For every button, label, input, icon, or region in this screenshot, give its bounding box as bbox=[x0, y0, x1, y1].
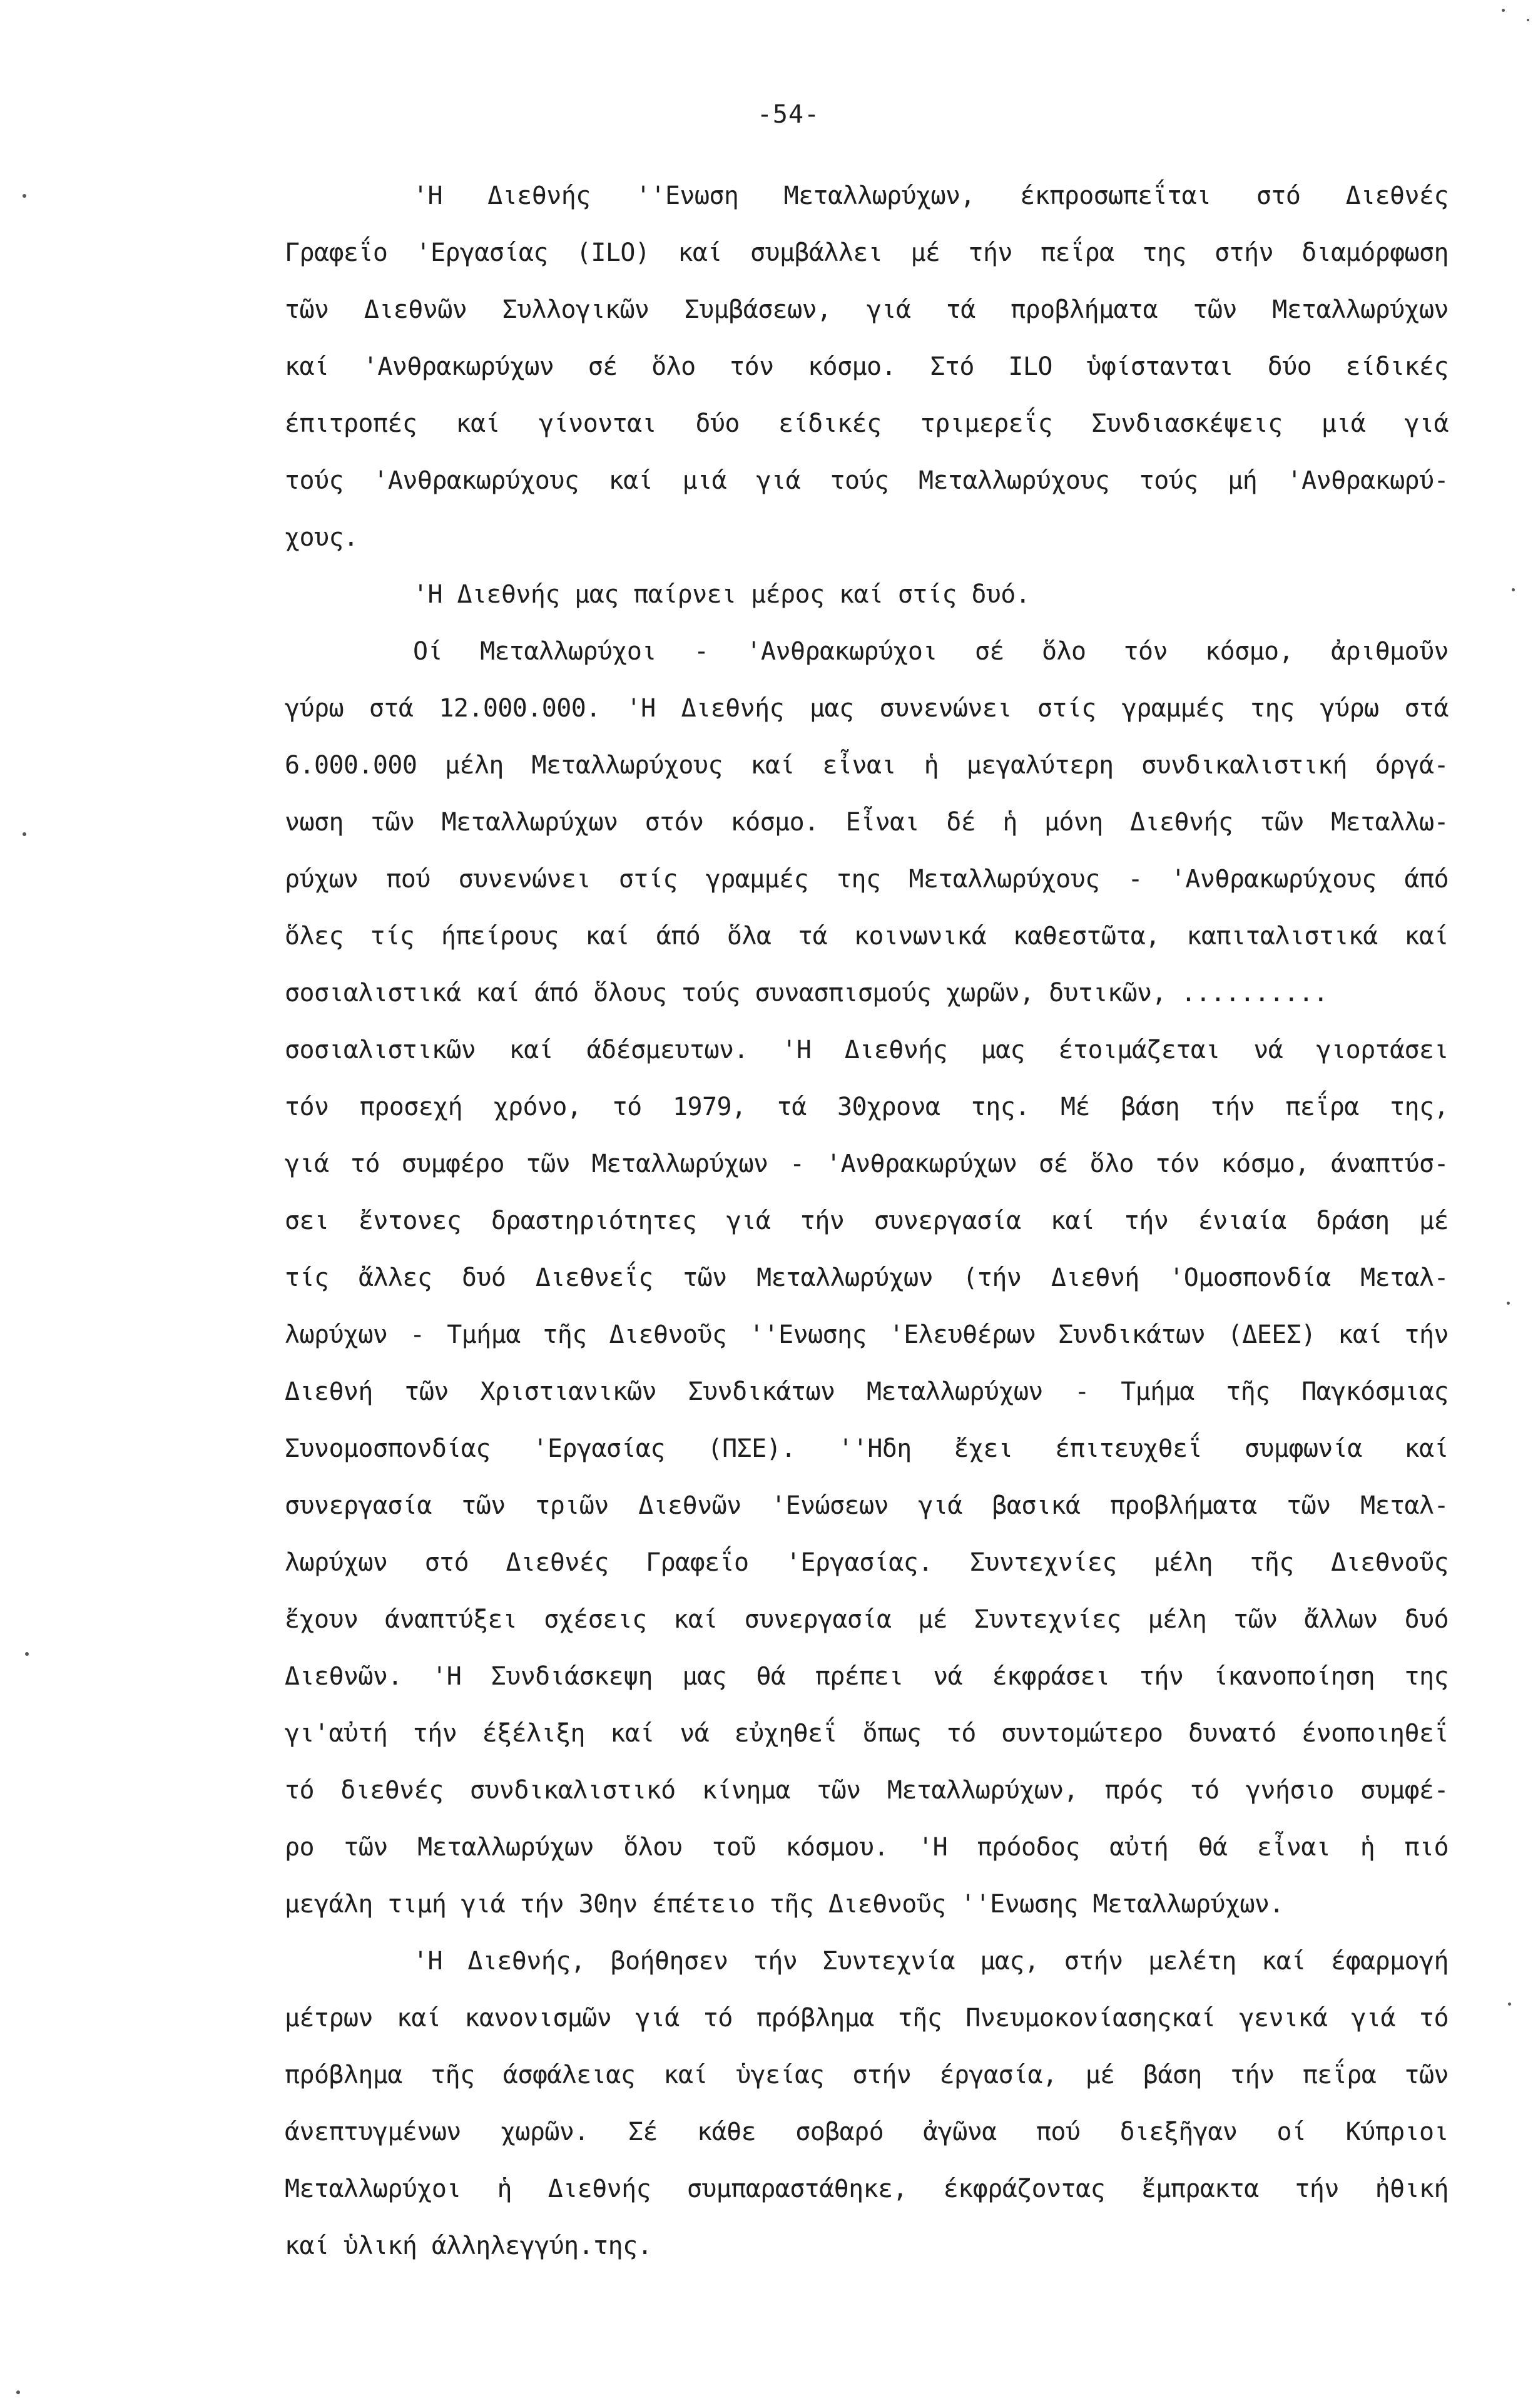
text-line: τῶν Διεθνῶν Συλλογικῶν Συμβάσεων, γιά τά προβλήματα τῶν Μεταλλωρύχων bbox=[285, 295, 1449, 324]
text-line: έπιτροπές καί γίνονται δύο είδικές τριμερεΐς Συνδιασκέψεις μιά γιά bbox=[285, 409, 1449, 438]
text-line: σοσιαλιστικά καί άπό ὅλους τούς συνασπισμούς χωρῶν, δυτικῶν, .......... bbox=[285, 979, 1328, 1008]
text-line: 'Η Διεθνής μας παίρνει μέρος καί στίς δυό. bbox=[413, 580, 1031, 609]
text-line: ὅλες τίς ήπείρους καί άπό ὅλα τά κοινωνικά καθεστῶτα, καπιταλιστικά καί bbox=[285, 922, 1449, 951]
text-line: ρύχων πού συνενώνει στίς γραμμές της Μεταλλωρύχους - 'Ανθρακωρύχους άπό bbox=[285, 865, 1449, 894]
text-line: 6.000.000 μέλη Μεταλλωρύχους καί εἶναι ἡ μεγαλύτερη συνδικαλιστική όργά- bbox=[285, 751, 1449, 780]
text-line: τίς ἄλλες δυό Διεθνεΐς τῶν Μεταλλωρύχων (τήν Διεθνή 'Ομοσπονδία Μεταλ- bbox=[285, 1263, 1449, 1292]
text-line: Διεθνή τῶν Χριστιανικῶν Συνδικάτων Μεταλλωρύχων - Τμήμα τῆς Παγκόσμιας bbox=[285, 1377, 1449, 1406]
paragraph-health-safety bbox=[285, 1933, 1449, 2275]
document-body bbox=[285, 168, 1449, 2275]
text-line: τούς 'Ανθρακωρύχους καί μιά γιά τούς Μεταλλωρύχους τούς μή 'Ανθρακωρύ- bbox=[285, 466, 1449, 495]
text-line: καί 'Ανθρακωρύχων σέ ὅλο τόν κόσμο. Στό ILO ὑφίστανται δύο είδικές bbox=[285, 352, 1449, 381]
text-line: σοσιαλιστικῶν καί άδέσμευτων. 'Η Διεθνής μας έτοιμάζεται νά γιορτάσει bbox=[285, 1036, 1449, 1064]
text-line: τό διεθνές συνδικαλιστικό κίνημα τῶν Μεταλλωρύχων, πρός τό γνήσιο συμφέ- bbox=[285, 1776, 1449, 1805]
scan-speck bbox=[23, 194, 26, 198]
text-line: γιά τό συμφέρο τῶν Μεταλλωρύχων - 'Ανθρακωρύχων σέ ὅλο τόν κόσμο, άναπτύσ- bbox=[285, 1150, 1449, 1178]
text-line: ἔχουν άναπτύξει σχέσεις καί συνεργασία μέ Συντεχνίες μέλη τῶν ἄλλων δυό bbox=[285, 1605, 1449, 1634]
text-line: Μεταλλωρύχοι ἡ Διεθνής συμπαραστάθηκε, έκφράζοντας ἔμπρακτα τήν ἠθική bbox=[285, 2175, 1449, 2203]
text-line: σει ἔντονες δραστηριότητες γιά τήν συνεργασία καί τήν ένιαία δράση μέ bbox=[285, 1207, 1449, 1235]
text-line: μέτρων καί κανονισμῶν γιά τό πρόβλημα τῆς Πνευμοκονίασηςκαί γενικά γιά τό bbox=[285, 2004, 1449, 2033]
text-line: άνεπτυγμένων χωρῶν. Σέ κάθε σοβαρό ἀγῶνα πού διεξῆγαν οί Κύπριοι bbox=[285, 2118, 1449, 2146]
text-line: γύρω στά 12.000.000. 'Η Διεθνής μας συνενώνει στίς γραμμές της γύρω στά bbox=[285, 694, 1449, 723]
scan-speck bbox=[1512, 588, 1515, 591]
text-line: μεγάλη τιμή γιά τήν 30ην έπέτειο τῆς Διεθνοῦς ''Ενωσης Μεταλλωρύχων. bbox=[285, 1890, 1284, 1919]
paragraph-ilo-representation bbox=[285, 168, 1449, 566]
paragraph-participation bbox=[285, 566, 1449, 623]
text-line: 'Η Διεθνής, βοήθησεν τήν Συντεχνία μας, στήν μελέτη καί έφαρμογή bbox=[413, 1947, 1449, 1976]
text-line: συνεργασία τῶν τριῶν Διεθνῶν 'Ενώσεων γιά βασικά προβλήματα τῶν Μεταλ- bbox=[285, 1491, 1449, 1520]
scan-speck bbox=[1502, 9, 1505, 12]
page-number: -54- bbox=[756, 100, 820, 129]
text-line: λωρύχων - Τμήμα τῆς Διεθνοῦς ''Ενωσης 'Ελευθέρων Συνδικάτων (ΔΕΕΣ) καί τήν bbox=[285, 1320, 1449, 1349]
scan-speck bbox=[25, 1652, 29, 1656]
text-line: χους. bbox=[285, 523, 359, 552]
text-line: Γραφεΐο 'Εργασίας (ILO) καί συμβάλλει μέ τήν πεΐρα της στήν διαμόρφωση bbox=[285, 238, 1449, 267]
text-line: Συνομοσπονδίας 'Εργασίας (ΠΣΕ). ''Ηδη ἔχει έπιτευχθεΐ συμφωνία καί bbox=[285, 1434, 1449, 1463]
text-line: γι'αὐτή τήν έξέλιξη καί νά εὐχηθεΐ ὅπως τό συντομώτερο δυνατό ένοποιηθεΐ bbox=[285, 1719, 1449, 1748]
scan-speck bbox=[16, 2390, 20, 2394]
scan-speck bbox=[1507, 1302, 1510, 1305]
text-line: Οί Μεταλλωρύχοι - 'Ανθρακωρύχοι σέ ὅλο τόν κόσμο, ἀριθμοῦν bbox=[413, 637, 1449, 666]
text-line: τόν προσεχή χρόνο, τό 1979, τά 30χρονα της. Μέ βάση τήν πεΐρα της, bbox=[285, 1093, 1449, 1121]
text-line: λωρύχων στό Διεθνές Γραφεΐο 'Εργασίας. Συντεχνίες μέλη τῆς Διεθνοῦς bbox=[285, 1548, 1449, 1577]
scan-speck bbox=[1508, 2002, 1511, 2006]
scan-speck bbox=[23, 832, 26, 836]
text-line: νωση τῶν Μεταλλωρύχων στόν κόσμο. Εἶναι δέ ἡ μόνη Διεθνής τῶν Μεταλλω- bbox=[285, 808, 1449, 837]
text-line: Διεθνῶν. 'Η Συνδιάσκεψη μας θά πρέπει νά έκφράσει τήν ίκανοποίηση της bbox=[285, 1662, 1449, 1691]
text-line: ρο τῶν Μεταλλωρύχων ὅλου τοῦ κόσμου. 'Η πρόοδος αὐτή θά εἶναι ἡ πιό bbox=[285, 1833, 1449, 1862]
scan-speck bbox=[1527, 19, 1529, 21]
text-line: 'Η Διεθνής ''Ενωση Μεταλλωρύχων, έκπροσωπεΐται στό Διεθνές bbox=[413, 181, 1449, 210]
text-line: καί ὑλική άλληλεγγύη.της. bbox=[285, 2232, 653, 2260]
paragraph-membership bbox=[285, 623, 1449, 1933]
text-line: πρόβλημα τῆς άσφάλειας καί ὑγείας στήν έργασία, μέ βάση τήν πεΐρα τῶν bbox=[285, 2061, 1449, 2089]
